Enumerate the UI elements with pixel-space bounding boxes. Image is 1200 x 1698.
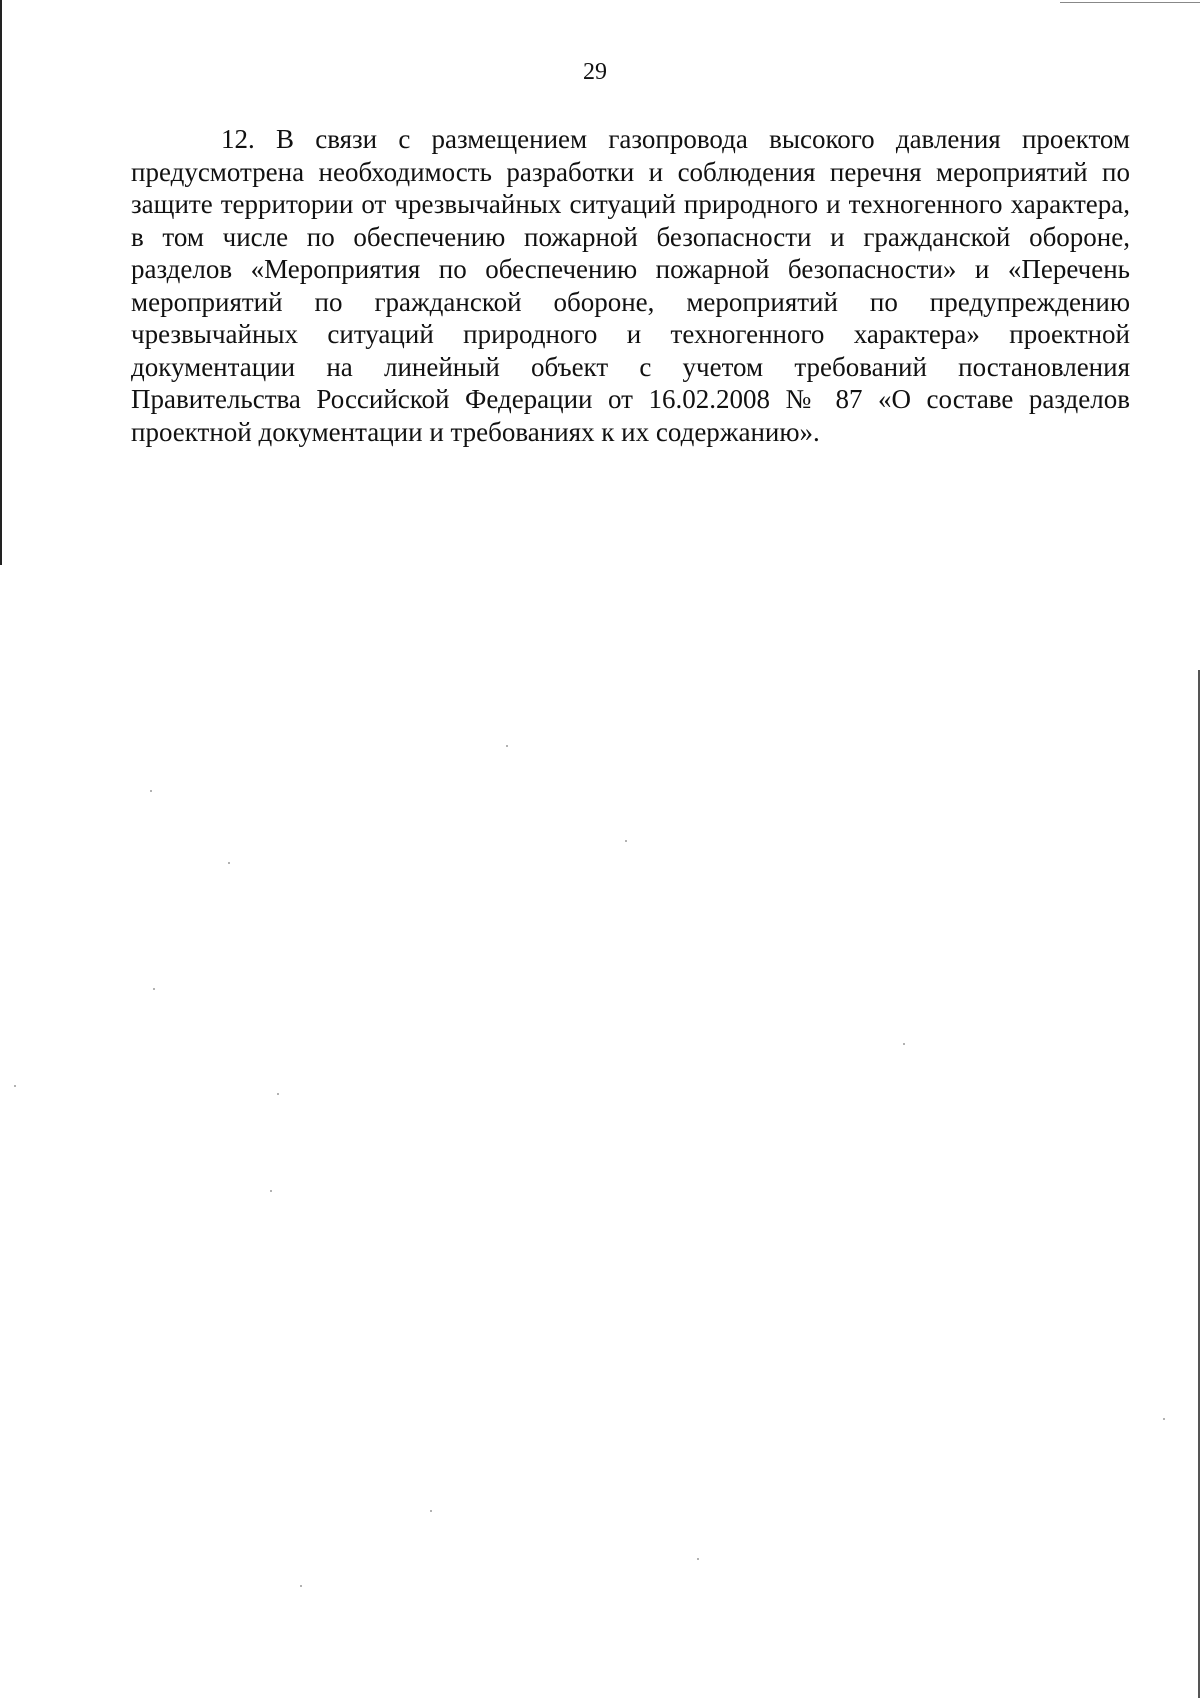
- scan-speck: [14, 1085, 16, 1087]
- page-number: 29: [583, 59, 607, 85]
- scan-speck: [1163, 1418, 1165, 1420]
- body-paragraph: 12. В связи с размещением газопровода высокого давления проектом предусмотрена необходимость разработки и соблюдения перечня мероприятий по защите территории от чрезвычайных ситуаций природного и техногенного характера, в том числе по обеспечению пожарной безопасности и гражданской обороне, разделов «Мероприятия по обеспечению пожарной безопасности» и «Перечень мероприятий по гражданской обороне, мероприятий по предупреждению чрезвычайных ситуаций природного и техногенного характера» проектной документации на линейный объект с учетом требований постановления Правительства Российской Федерации от 16.02.2008 № 87 «О составе разделов проектной документации и требованиях к их содержанию».: [131, 124, 1130, 447]
- scan-speck: [153, 988, 155, 990]
- scan-speck: [625, 840, 627, 842]
- scan-speck: [506, 745, 508, 747]
- scan-speck: [150, 790, 152, 792]
- scan-speck: [430, 1510, 432, 1512]
- scan-speck: [300, 1585, 302, 1587]
- scan-border-top: [1060, 2, 1200, 3]
- scan-speck: [697, 1558, 699, 1560]
- scan-speck: [277, 1093, 279, 1095]
- scan-speck: [903, 1043, 905, 1045]
- scan-speck: [270, 1190, 272, 1192]
- scan-speck: [228, 862, 230, 864]
